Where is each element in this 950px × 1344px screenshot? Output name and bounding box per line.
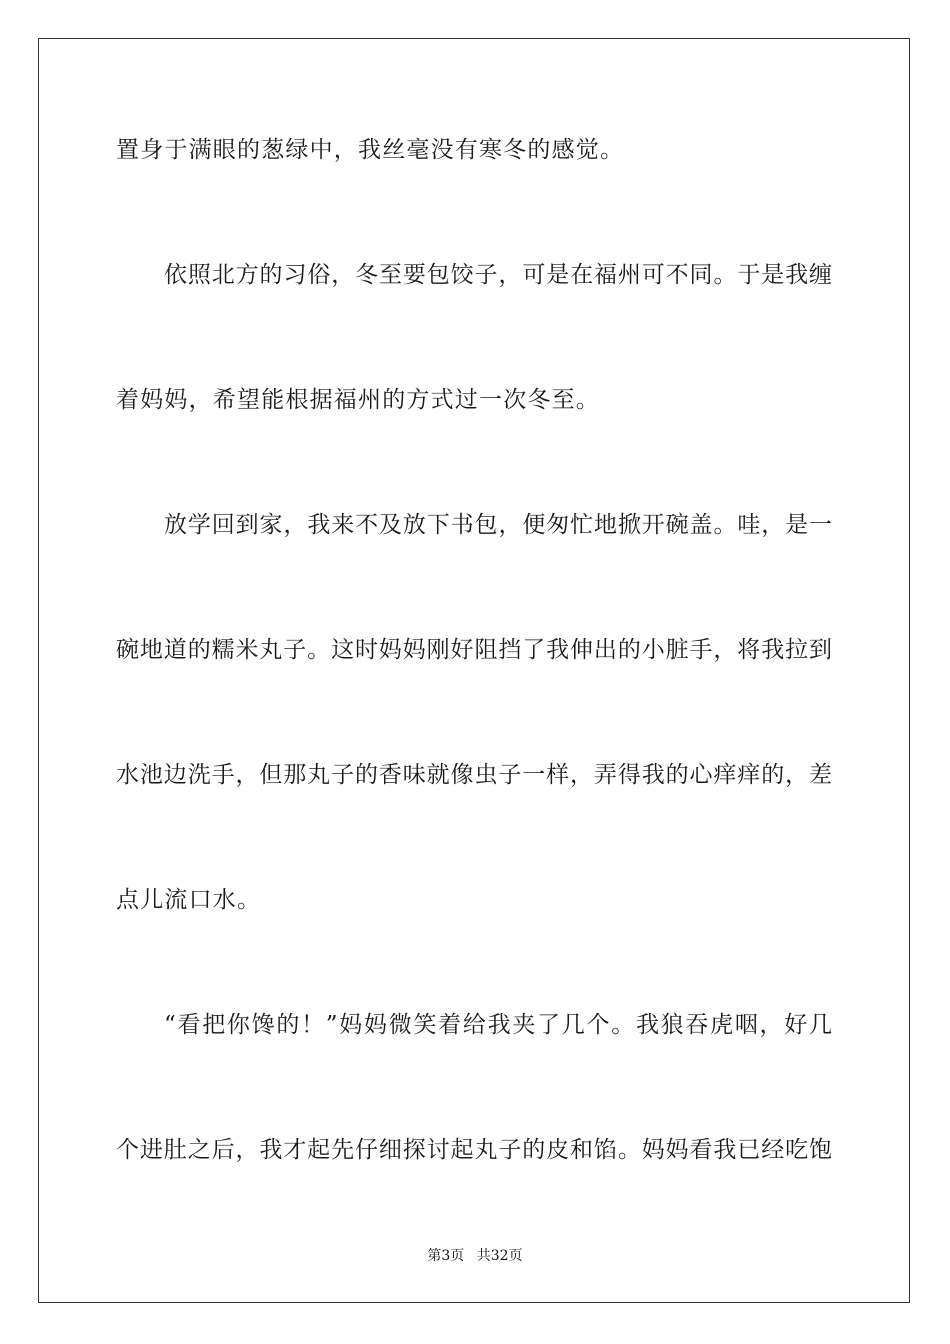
page-border [38,38,910,1303]
text-line-2: 依照北方的习俗，冬至要包饺子，可是在福州可不同。于是我缠 [164,262,832,288]
text-line-8: “看把你馋的！”妈妈微笑着给我夹了几个。我狼吞虎咽，好几 [164,1012,832,1038]
text-line-9: 个进肚之后，我才起先仔细探讨起丸子的皮和馅。妈妈看我已经吃饱 [116,1137,832,1163]
page-total: 共32页 [476,1248,523,1264]
page-number: 第3页 [427,1248,465,1264]
text-line-5: 碗地道的糯米丸子。这时妈妈刚好阻挡了我伸出的小脏手，将我拉到 [116,637,832,663]
text-line-7: 点儿流口水。 [116,887,262,913]
page-footer [0,1247,950,1265]
text-line-4: 放学回到家，我来不及放下书包，便匆忙地掀开碗盖。哇，是一 [164,512,832,538]
text-line-3: 着妈妈，希望能根据福州的方式过一次冬至。 [116,387,600,413]
text-line-1: 置身于满眼的葱绿中，我丝毫没有寒冬的感觉。 [116,137,625,163]
text-line-6: 水池边洗手，但那丸子的香味就像虫子一样，弄得我的心痒痒的，差 [116,762,832,788]
